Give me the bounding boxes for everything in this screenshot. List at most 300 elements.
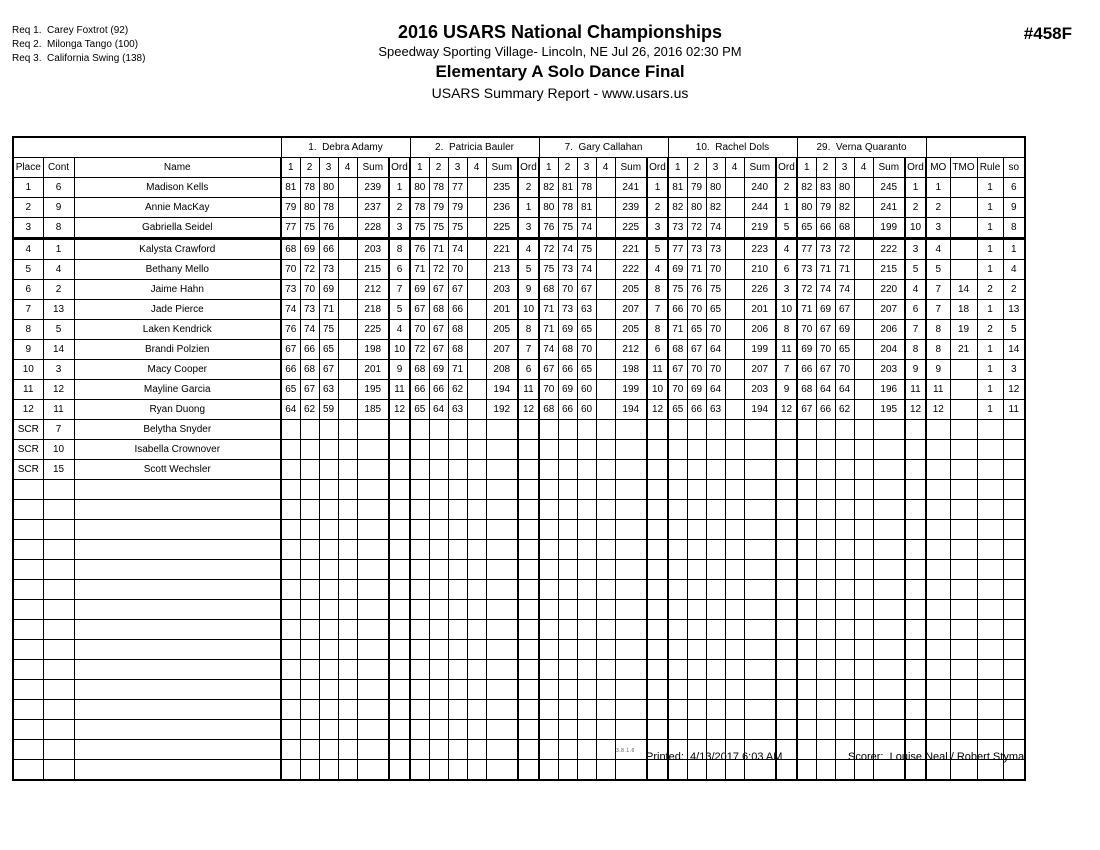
cell-judge-4-sum xyxy=(744,420,776,440)
cell-empty xyxy=(319,760,338,781)
cell-total-majority-ordinal: 19 xyxy=(950,320,977,340)
cell-judge-5-score-1: 72 xyxy=(797,280,816,300)
cell-judge-4-sum xyxy=(744,460,776,480)
cell-empty xyxy=(429,480,448,500)
cell-empty xyxy=(687,640,706,660)
cell-judge-4-score-2: 70 xyxy=(687,300,706,320)
column-header-row xyxy=(13,158,1025,178)
cell-empty xyxy=(615,720,647,740)
cell-empty xyxy=(744,660,776,680)
cell-empty xyxy=(668,700,687,720)
tail-header-spacer xyxy=(926,137,1025,158)
cell-judge-3-ordinal: 3 xyxy=(647,218,668,239)
cell-judge-2-score-3: 66 xyxy=(448,300,467,320)
cell-empty xyxy=(281,500,300,520)
cell-empty xyxy=(43,660,74,680)
cell-empty xyxy=(319,640,338,660)
cell-skater-name: Jaime Hahn xyxy=(74,280,281,300)
cell-judge-4-score-1 xyxy=(668,420,687,440)
cell-empty xyxy=(1003,500,1025,520)
cell-judge-1-score-4 xyxy=(338,360,357,380)
cell-judge-3-score-4 xyxy=(596,360,615,380)
cell-judge-4-sum xyxy=(744,440,776,460)
cell-empty xyxy=(706,520,725,540)
cell-empty xyxy=(486,580,518,600)
cell-empty xyxy=(448,480,467,500)
cell-empty xyxy=(854,600,873,620)
cell-judge-5-score-2: 69 xyxy=(816,300,835,320)
cell-judge-2-score-1: 69 xyxy=(410,280,429,300)
cell-empty xyxy=(950,680,977,700)
cell-empty xyxy=(950,560,977,580)
cell-empty xyxy=(448,540,467,560)
cell-judge-1-score-1 xyxy=(281,460,300,480)
cell-judge-5-score-3: 62 xyxy=(835,400,854,420)
cell-judge-4-score-3: 80 xyxy=(706,178,725,198)
cell-judge-2-score-3: 67 xyxy=(448,280,467,300)
cell-empty xyxy=(389,560,410,580)
cell-empty xyxy=(950,480,977,500)
cell-empty xyxy=(776,580,797,600)
cell-judge-1-ordinal: 4 xyxy=(389,320,410,340)
cell-judge-3-score-1: 71 xyxy=(539,320,558,340)
cell-judge-1-sum: 228 xyxy=(357,218,389,239)
cell-judge-2-score-3: 70 xyxy=(448,260,467,280)
cell-empty xyxy=(615,760,647,781)
cell-judge-3-score-3 xyxy=(577,460,596,480)
cell-judge-1-score-3: 67 xyxy=(319,360,338,380)
cell-judge-4-score-4 xyxy=(725,420,744,440)
cell-judge-4-score-4 xyxy=(725,178,744,198)
cell-empty xyxy=(410,640,429,660)
cell-empty xyxy=(319,560,338,580)
cell-judge-5-score-2: 71 xyxy=(816,260,835,280)
cell-empty xyxy=(43,500,74,520)
table-row-empty xyxy=(13,680,1025,700)
cell-empty xyxy=(74,520,281,540)
cell-empty xyxy=(338,760,357,781)
cell-empty xyxy=(281,600,300,620)
cell-rule: 1 xyxy=(977,360,1003,380)
cell-empty xyxy=(596,640,615,660)
cell-empty xyxy=(668,640,687,660)
cell-judge-1-sum xyxy=(357,420,389,440)
cell-empty xyxy=(486,700,518,720)
cell-empty xyxy=(647,560,668,580)
cell-empty xyxy=(816,580,835,600)
cell-empty xyxy=(797,760,816,781)
judge-name: Verna Quaranto xyxy=(835,142,907,153)
cell-judge-2-score-1: 70 xyxy=(410,320,429,340)
cell-empty xyxy=(854,560,873,580)
cell-empty xyxy=(725,640,744,660)
cell-empty xyxy=(596,540,615,560)
summary-results-table xyxy=(12,136,1026,781)
cell-empty xyxy=(926,500,950,520)
cell-judge-4-score-4 xyxy=(725,400,744,420)
cell-empty xyxy=(558,740,577,760)
cell-judge-2-score-3: 75 xyxy=(448,218,467,239)
cell-empty xyxy=(410,700,429,720)
cell-empty xyxy=(776,540,797,560)
cell-empty xyxy=(744,560,776,580)
cell-judge-5-sum xyxy=(873,460,905,480)
cell-empty xyxy=(816,540,835,560)
cell-judge-1-sum: 203 xyxy=(357,239,389,260)
cell-empty xyxy=(467,720,486,740)
cell-empty xyxy=(797,540,816,560)
cell-empty xyxy=(558,680,577,700)
cell-empty xyxy=(357,540,389,560)
judge-number: 29. xyxy=(816,142,831,153)
cell-empty xyxy=(596,600,615,620)
header-judge-3-3: 3 xyxy=(577,158,596,178)
cell-judge-4-score-4 xyxy=(725,280,744,300)
cell-judge-5-score-1: 71 xyxy=(797,300,816,320)
cell-judge-2-score-3: 63 xyxy=(448,400,467,420)
cell-judge-3-score-3: 81 xyxy=(577,198,596,218)
cell-empty xyxy=(13,500,43,520)
cell-skate-order: 3 xyxy=(1003,360,1025,380)
cell-empty xyxy=(281,540,300,560)
cell-empty xyxy=(706,480,725,500)
cell-empty xyxy=(725,500,744,520)
cell-empty xyxy=(776,680,797,700)
cell-judge-1-score-1 xyxy=(281,420,300,440)
cell-empty xyxy=(467,740,486,760)
cell-judge-4-score-4 xyxy=(725,300,744,320)
cell-judge-2-score-4 xyxy=(467,198,486,218)
cell-empty xyxy=(873,700,905,720)
cell-empty xyxy=(577,620,596,640)
cell-empty xyxy=(357,600,389,620)
cell-judge-4-sum: 201 xyxy=(744,300,776,320)
cell-empty xyxy=(647,720,668,740)
table-row xyxy=(13,340,1025,360)
cell-judge-4-score-4 xyxy=(725,198,744,218)
cell-judge-1-ordinal xyxy=(389,440,410,460)
cell-judge-4-score-1: 71 xyxy=(668,320,687,340)
cell-judge-5-score-1: 66 xyxy=(797,360,816,380)
cell-contestant-number: 1 xyxy=(43,239,74,260)
cell-rule: 1 xyxy=(977,400,1003,420)
cell-judge-4-score-2: 70 xyxy=(687,360,706,380)
cell-empty xyxy=(596,660,615,680)
cell-judge-5-sum: 220 xyxy=(873,280,905,300)
cell-judge-1-score-1: 67 xyxy=(281,340,300,360)
cell-judge-3-score-2: 73 xyxy=(558,260,577,280)
cell-empty xyxy=(854,480,873,500)
cell-judge-3-score-4 xyxy=(596,460,615,480)
cell-empty xyxy=(467,580,486,600)
cell-empty xyxy=(43,520,74,540)
cell-empty xyxy=(410,480,429,500)
cell-judge-4-sum: 210 xyxy=(744,260,776,280)
table-row xyxy=(13,320,1025,340)
header-mo: MO xyxy=(926,158,950,178)
cell-total-majority-ordinal: 14 xyxy=(950,280,977,300)
cell-empty xyxy=(873,560,905,580)
cell-majority-ordinal: 5 xyxy=(926,260,950,280)
cell-empty xyxy=(448,700,467,720)
cell-empty xyxy=(74,560,281,580)
cell-empty xyxy=(950,540,977,560)
cell-empty xyxy=(13,580,43,600)
cell-judge-3-score-4 xyxy=(596,440,615,460)
cell-empty xyxy=(905,680,926,700)
cell-empty xyxy=(357,700,389,720)
cell-empty xyxy=(854,680,873,700)
cell-empty xyxy=(539,500,558,520)
scorer-label: Scorer: xyxy=(848,751,884,763)
cell-judge-2-score-2: 67 xyxy=(429,280,448,300)
cell-judge-2-sum: 205 xyxy=(486,320,518,340)
cell-judge-2-score-1: 72 xyxy=(410,340,429,360)
requirement-line xyxy=(12,24,145,38)
header-judge-4-4: 4 xyxy=(725,158,744,178)
cell-empty xyxy=(797,560,816,580)
cell-judge-5-score-1 xyxy=(797,440,816,460)
cell-empty xyxy=(281,760,300,781)
cell-empty xyxy=(926,580,950,600)
cell-judge-1-score-4 xyxy=(338,440,357,460)
cell-judge-4-ordinal: 2 xyxy=(776,178,797,198)
cell-judge-4-score-1: 70 xyxy=(668,380,687,400)
cell-empty xyxy=(950,500,977,520)
cell-empty xyxy=(518,660,539,680)
cell-judge-2-score-2: 71 xyxy=(429,239,448,260)
cell-empty xyxy=(338,640,357,660)
cell-judge-1-ordinal: 3 xyxy=(389,218,410,239)
cell-judge-1-ordinal: 6 xyxy=(389,260,410,280)
cell-judge-5-ordinal: 1 xyxy=(905,178,926,198)
cell-judge-4-score-4 xyxy=(725,360,744,380)
cell-judge-3-score-2: 66 xyxy=(558,360,577,380)
header-judge-1-2: 2 xyxy=(300,158,319,178)
cell-judge-3-sum xyxy=(615,460,647,480)
cell-judge-5-sum: 195 xyxy=(873,400,905,420)
cell-judge-3-ordinal: 7 xyxy=(647,300,668,320)
cell-judge-1-sum: 201 xyxy=(357,360,389,380)
cell-empty xyxy=(389,740,410,760)
cell-empty xyxy=(319,680,338,700)
cell-empty xyxy=(835,620,854,640)
cell-judge-4-sum: 199 xyxy=(744,340,776,360)
cell-empty xyxy=(926,680,950,700)
cell-contestant-number: 7 xyxy=(43,420,74,440)
cell-judge-4-sum: 219 xyxy=(744,218,776,239)
cell-empty xyxy=(687,660,706,680)
cell-judge-2-score-4 xyxy=(467,218,486,239)
cell-judge-1-score-2 xyxy=(300,420,319,440)
cell-empty xyxy=(410,620,429,640)
cell-judge-1-score-4 xyxy=(338,218,357,239)
cell-empty xyxy=(74,480,281,500)
cell-judge-2-sum: 236 xyxy=(486,198,518,218)
cell-empty xyxy=(854,720,873,740)
cell-empty xyxy=(950,700,977,720)
cell-empty xyxy=(448,520,467,540)
cell-judge-1-score-3: 80 xyxy=(319,178,338,198)
cell-judge-1-score-2: 66 xyxy=(300,340,319,360)
header-judge-3-sum: Sum xyxy=(615,158,647,178)
cell-judge-2-score-4 xyxy=(467,260,486,280)
cell-judge-4-score-2: 66 xyxy=(687,400,706,420)
cell-empty xyxy=(300,700,319,720)
cell-judge-3-sum: 239 xyxy=(615,198,647,218)
cell-judge-3-score-4 xyxy=(596,218,615,239)
cell-empty xyxy=(647,600,668,620)
cell-judge-4-score-3 xyxy=(706,440,725,460)
cell-skate-order: 9 xyxy=(1003,198,1025,218)
cell-skater-name: Kalysta Crawford xyxy=(74,239,281,260)
cell-judge-3-score-1: 74 xyxy=(539,340,558,360)
cell-empty xyxy=(835,660,854,680)
cell-empty xyxy=(74,700,281,720)
cell-empty xyxy=(706,540,725,560)
cell-empty xyxy=(835,680,854,700)
cell-skater-name: Mayline Garcia xyxy=(74,380,281,400)
cell-judge-2-ordinal: 9 xyxy=(518,280,539,300)
cell-empty xyxy=(744,600,776,620)
cell-rule: 1 xyxy=(977,260,1003,280)
cell-judge-3-score-4 xyxy=(596,239,615,260)
cell-judge-4-score-1: 68 xyxy=(668,340,687,360)
cell-empty xyxy=(518,620,539,640)
cell-empty xyxy=(13,640,43,660)
cell-empty xyxy=(816,700,835,720)
event-code: #458F xyxy=(1023,24,1072,43)
cell-empty xyxy=(873,620,905,640)
cell-empty xyxy=(410,560,429,580)
cell-judge-5-score-1: 73 xyxy=(797,260,816,280)
cell-judge-4-score-3: 70 xyxy=(706,360,725,380)
cell-empty xyxy=(486,520,518,540)
cell-judge-3-score-1: 80 xyxy=(539,198,558,218)
cell-skate-order: 6 xyxy=(1003,178,1025,198)
cell-empty xyxy=(977,620,1003,640)
cell-empty xyxy=(816,720,835,740)
cell-judge-5-score-3 xyxy=(835,420,854,440)
cell-empty xyxy=(429,580,448,600)
cell-empty xyxy=(429,540,448,560)
cell-empty xyxy=(319,660,338,680)
cell-majority-ordinal: 3 xyxy=(926,218,950,239)
cell-judge-5-score-2: 83 xyxy=(816,178,835,198)
cell-empty xyxy=(668,680,687,700)
cell-contestant-number: 15 xyxy=(43,460,74,480)
cell-judge-3-ordinal: 2 xyxy=(647,198,668,218)
header-judge-2-4: 4 xyxy=(467,158,486,178)
cell-empty xyxy=(539,480,558,500)
cell-empty xyxy=(615,580,647,600)
cell-judge-2-score-1: 78 xyxy=(410,198,429,218)
cell-judge-2-sum: 201 xyxy=(486,300,518,320)
cell-skater-name: Scott Wechsler xyxy=(74,460,281,480)
cell-empty xyxy=(338,500,357,520)
printed-value: 4/13/2017 6:03 AM xyxy=(690,751,783,763)
cell-empty xyxy=(467,640,486,660)
cell-empty xyxy=(281,620,300,640)
cell-judge-1-score-1: 79 xyxy=(281,198,300,218)
cell-majority-ordinal xyxy=(926,440,950,460)
cell-empty xyxy=(577,640,596,660)
cell-empty xyxy=(300,500,319,520)
cell-judge-5-sum xyxy=(873,440,905,460)
cell-judge-2-score-4 xyxy=(467,340,486,360)
cell-judge-3-score-3: 74 xyxy=(577,260,596,280)
requirement-name: California Swing (138) xyxy=(47,53,146,64)
cell-empty xyxy=(668,580,687,600)
cell-empty xyxy=(558,480,577,500)
cell-judge-1-sum xyxy=(357,440,389,460)
header-judge-1-1: 1 xyxy=(281,158,300,178)
cell-empty xyxy=(668,520,687,540)
requirement-name: Milonga Tango (100) xyxy=(47,39,139,50)
cell-empty xyxy=(429,560,448,580)
cell-judge-2-score-1 xyxy=(410,420,429,440)
cell-judge-3-score-2 xyxy=(558,440,577,460)
cell-judge-2-score-4 xyxy=(467,440,486,460)
cell-place: SCR xyxy=(13,440,43,460)
cell-empty xyxy=(338,520,357,540)
table-row xyxy=(13,400,1025,420)
table-row xyxy=(13,239,1025,260)
cell-judge-1-score-1: 64 xyxy=(281,400,300,420)
cell-judge-2-score-2: 66 xyxy=(429,380,448,400)
header-judge-1-ord: Ord xyxy=(389,158,410,178)
cell-empty xyxy=(338,660,357,680)
cell-total-majority-ordinal xyxy=(950,198,977,218)
cell-place: 6 xyxy=(13,280,43,300)
cell-judge-4-score-4 xyxy=(725,320,744,340)
cell-judge-3-score-3: 78 xyxy=(577,178,596,198)
cell-empty xyxy=(281,480,300,500)
cell-empty xyxy=(776,700,797,720)
cell-place: 3 xyxy=(13,218,43,239)
cell-empty xyxy=(389,520,410,540)
cell-empty xyxy=(854,540,873,560)
cell-contestant-number: 13 xyxy=(43,300,74,320)
cell-judge-1-score-2 xyxy=(300,460,319,480)
cell-empty xyxy=(300,620,319,640)
header-tmo: TMO xyxy=(950,158,977,178)
cell-judge-3-score-1: 68 xyxy=(539,400,558,420)
cell-empty xyxy=(905,720,926,740)
cell-empty xyxy=(448,760,467,781)
cell-empty xyxy=(835,500,854,520)
cell-empty xyxy=(706,600,725,620)
cell-judge-4-ordinal: 5 xyxy=(776,218,797,239)
cell-empty xyxy=(43,540,74,560)
cell-empty xyxy=(410,680,429,700)
cell-judge-2-ordinal: 2 xyxy=(518,178,539,198)
judge-header xyxy=(410,137,539,158)
cell-empty xyxy=(668,620,687,640)
header-judge-2-2: 2 xyxy=(429,158,448,178)
cell-empty xyxy=(281,560,300,580)
cell-judge-4-ordinal xyxy=(776,440,797,460)
cell-skate-order: 12 xyxy=(1003,380,1025,400)
cell-judge-4-score-3: 64 xyxy=(706,380,725,400)
cell-empty xyxy=(357,680,389,700)
cell-judge-1-score-2: 69 xyxy=(300,239,319,260)
cell-judge-3-score-1: 76 xyxy=(539,218,558,239)
cell-judge-5-score-2: 66 xyxy=(816,400,835,420)
cell-empty xyxy=(539,640,558,660)
header-judge-3-1: 1 xyxy=(539,158,558,178)
cell-empty xyxy=(74,660,281,680)
